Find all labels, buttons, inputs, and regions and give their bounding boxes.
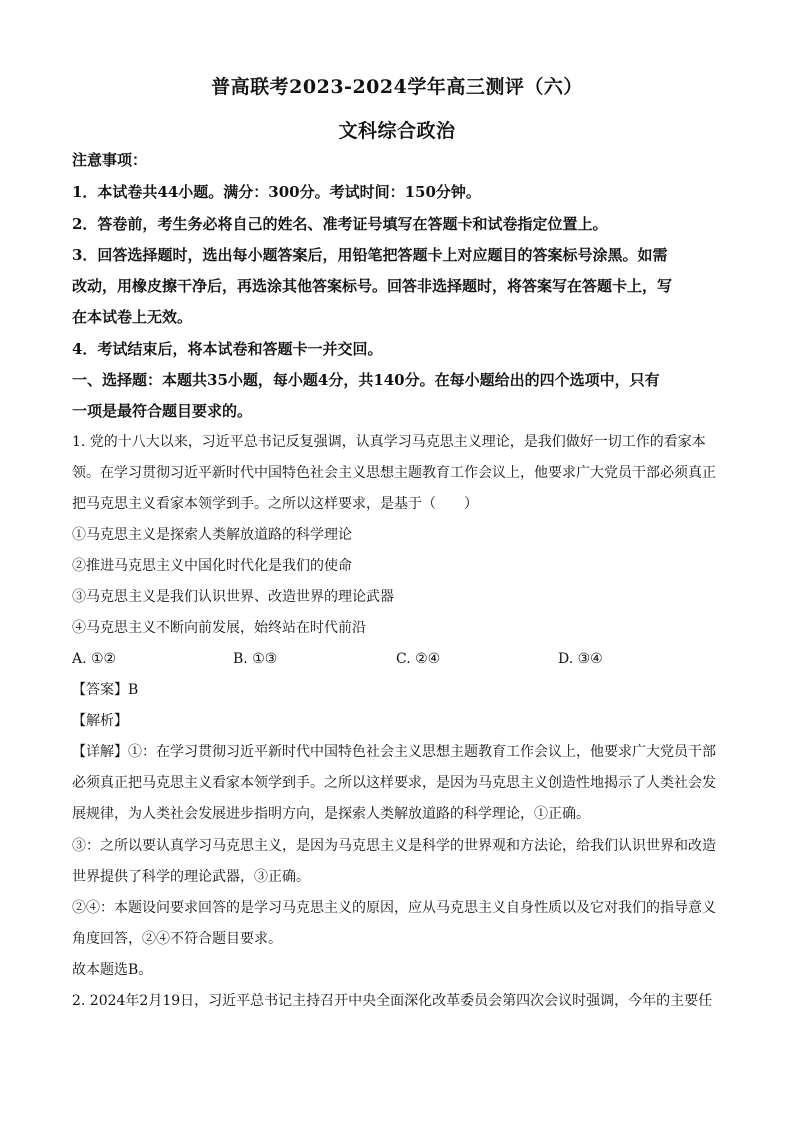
- notice-heading: 注意事项：: [72, 151, 148, 169]
- q1-detail-line-5: 世界提供了科学的理论武器，③正确。: [72, 869, 310, 885]
- notice-item-3-line-1: 3．回答选择题时，选出每小题答案后，用铅笔把答题卡上对应题目的答案标号涂黑。如需: [72, 246, 668, 264]
- q1-detail-line-3: 展规律，为人类社会发展进步指明方向，是探索人类解放道路的科学理论，①正确。: [72, 806, 590, 822]
- q1-detail-line-4: ③：之所以要认真学习马克思主义，是因为马克思主义是科学的世界观和方法论，给我们认识世界和改造: [72, 838, 716, 854]
- notice-item-4: 4．考试结束后，将本试卷和答题卡一并交回。: [72, 340, 383, 358]
- q1-conclusion: 故本题选B。: [72, 962, 153, 978]
- q1-option-a: A. ①②: [72, 651, 117, 667]
- q1-statement-4: ④马克思主义不断向前发展，始终站在时代前沿: [72, 620, 366, 636]
- exam-subtitle: 文科综合政治: [338, 120, 456, 142]
- exam-title: 普高联考2023-2024学年高三测评（六）: [211, 76, 583, 98]
- q2-stem-line-1: 2. 2024年2月19日，习近平总书记主持召开中央全面深化改革委员会第四次会议时强调，今年的主要任: [72, 993, 713, 1009]
- q1-detail-line-6: ②④：本题设问要求回答的是学习马克思主义的原因，应从马克思主义自身性质以及它对我们的指导意义: [72, 900, 716, 916]
- notice-item-3-line-3: 在本试卷上无效。: [72, 308, 193, 326]
- q1-option-c: C. ②④: [396, 651, 441, 667]
- q1-detail-line-2: 必须真正把马克思主义看家本领学到手。之所以这样要求，是因为马克思主义创造性地揭示了人类社会发: [72, 775, 716, 791]
- notice-item-2: 2．答卷前，考生务必将自己的姓名、准考证号填写在答题卡和试卷指定位置上。: [72, 215, 608, 233]
- q1-statement-1: ①马克思主义是探索人类解放道路的科学理论: [72, 527, 352, 543]
- q1-answer: 【答案】B: [72, 682, 139, 698]
- q1-stem-line-1: 1. 党的十八大以来，习近平总书记反复强调，认真学习马克思主义理论，是我们做好一切工作的看家本: [72, 434, 706, 450]
- section-heading-line-1: 一、选择题：本题共35小题，每小题4分，共140分。在每小题给出的四个选项中，只有: [72, 371, 660, 389]
- q1-option-b: B. ①③: [233, 651, 278, 667]
- q1-detail-line-1: 【详解】①：在学习贯彻习近平新时代中国特色社会主义思想主题教育工作会议上，他要求广大党员干部: [72, 744, 716, 760]
- q1-stem-line-3: 把马克思主义看家本领学到手。之所以这样要求，是基于（ ）: [72, 496, 478, 512]
- q1-statement-2: ②推进马克思主义中国化时代化是我们的使命: [72, 558, 352, 574]
- q1-detail-line-7: 角度回答，②④不符合题目要求。: [72, 931, 282, 947]
- q1-statement-3: ③马克思主义是我们认识世界、改造世界的理论武器: [72, 589, 394, 605]
- notice-item-1: 1．本试卷共44小题。满分：300分。考试时间：150分钟。: [72, 183, 481, 201]
- notice-item-3-line-2: 改动，用橡皮擦干净后，再选涂其他答案标号。回答非选择题时，将答案写在答题卡上，写: [72, 277, 673, 295]
- q1-option-d: D. ③④: [558, 651, 603, 667]
- section-heading-line-2: 一项是最符合题目要求的。: [72, 402, 253, 420]
- q1-stem-line-2: 领。在学习贯彻习近平新时代中国特色社会主义思想主题教育工作会议上，他要求广大党员干部必须真正: [72, 465, 716, 481]
- q1-analysis-label: 【解析】: [72, 713, 128, 729]
